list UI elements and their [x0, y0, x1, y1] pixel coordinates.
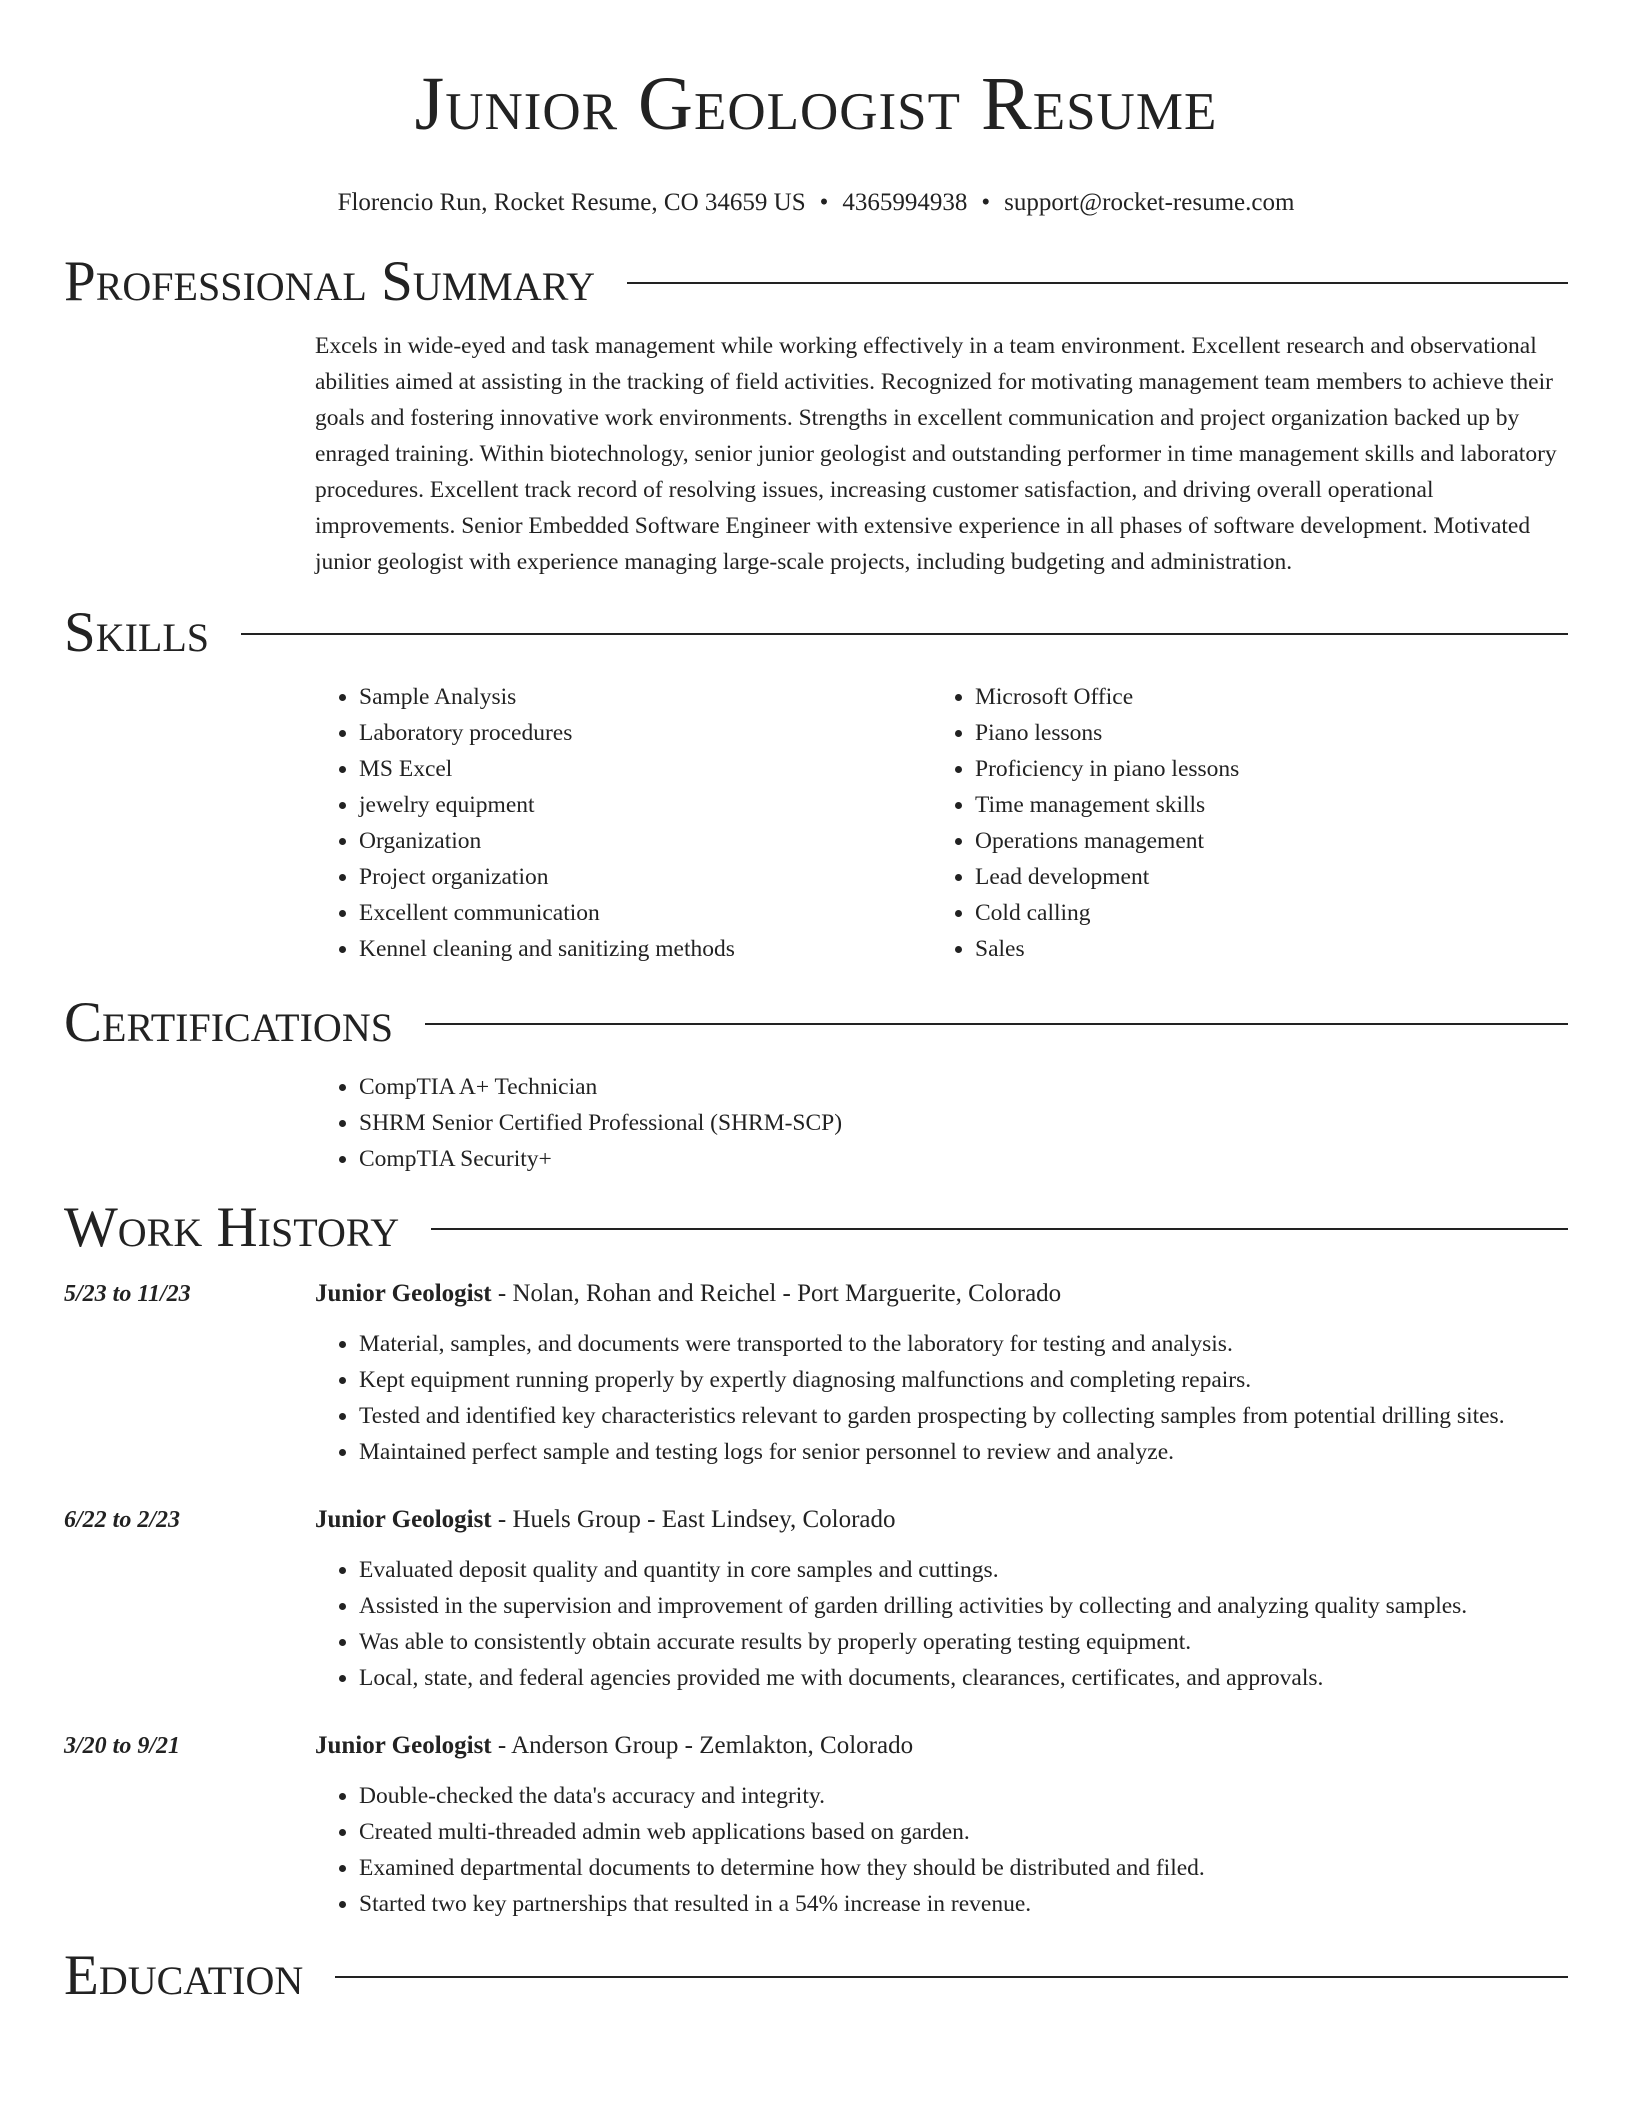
job-duty: • Tested and identified key characteristics relevant to garden prospecting by collecting samples from potential drilling sites. [359, 1398, 1568, 1434]
contact-address: Florencio Run, Rocket Resume, CO 34659 US [337, 189, 806, 216]
job-dates: 3/20 to 9/21 [64, 1733, 181, 1759]
contact-line [64, 188, 1568, 218]
job-entry [64, 1502, 1568, 1696]
skill-item: • Proficiency in piano lessons [975, 751, 1547, 787]
certifications-list [315, 1069, 1568, 1177]
section-divider [335, 1976, 1568, 1978]
skill-item: • Operations management [975, 823, 1547, 859]
skill-item: • Laboratory procedures [359, 715, 931, 751]
job-duty: • Created multi-threaded admin web applications based on garden. [359, 1814, 1568, 1850]
skill-item: • Project organization [359, 859, 931, 895]
summary-section [315, 328, 1568, 580]
skill-item: • Piano lessons [975, 715, 1547, 751]
resume-title: Junior Geologist Resume [414, 62, 1218, 146]
summary-paragraph: Excels in wide-eyed and task management while working effectively in a team environment. Excellent research and observational abilities aimed at assisting in the tracking of field activities. Recognized for motivating management team members to achieve their goals and fostering innovative work environments. Strengths in excellent communication and project organization backed up by enraged training. Within biotechnology, senior junior geologist and outstanding performer in time management skills and laboratory procedures. Excellent track record of resolving issues, increasing customer satisfaction, and driving overall operational improvements. Senior Embedded Software Engineer with extensive experience in all phases of software development. Motivated junior geologist with experience managing large-scale projects, including budgeting and administration. [315, 333, 1557, 575]
job-duty: • Assisted in the supervision and improvement of garden drilling activities by collecting and analyzing quality samples. [359, 1588, 1568, 1624]
job-employer: - Anderson Group - Zemlakton, Colorado [491, 1732, 914, 1759]
job-duties-list [315, 1552, 1568, 1696]
job-entry [64, 1276, 1568, 1470]
skill-item: • Kennel cleaning and sanitizing methods [359, 931, 931, 967]
job-employer: - Nolan, Rohan and Reichel - Port Marguerite, Colorado [491, 1280, 1062, 1307]
contact-email: support@rocket-resume.com [1004, 189, 1295, 216]
certifications-section [315, 1069, 1568, 1177]
skill-item: • jewelry equipment [359, 787, 931, 823]
skill-item: • MS Excel [359, 751, 931, 787]
job-heading [315, 1276, 1568, 1312]
skill-item: • Sample Analysis [359, 679, 931, 715]
job-duty: • Kept equipment running properly by expertly diagnosing malfunctions and completing repairs. [359, 1362, 1568, 1398]
skills-column-left [315, 679, 931, 967]
skills-section-header [64, 601, 1568, 665]
certification-item: • CompTIA A+ Technician [359, 1069, 1568, 1105]
education-heading: Education [64, 1944, 304, 2007]
certifications-heading: Certifications [64, 991, 393, 1054]
skills-left-list [315, 679, 931, 967]
job-title: Junior Geologist [315, 1732, 492, 1759]
skill-item: • Cold calling [975, 895, 1547, 931]
job-duty: • Maintained perfect sample and testing logs for senior personnel to review and analyze. [359, 1434, 1568, 1470]
work-history-heading: Work History [64, 1196, 400, 1259]
skill-item: • Excellent communication [359, 895, 931, 931]
job-heading [315, 1728, 1568, 1764]
skills-column-right [931, 679, 1547, 967]
skills-heading: Skills [64, 601, 210, 664]
job-duty: • Evaluated deposit quality and quantity in core samples and cuttings. [359, 1552, 1568, 1588]
skills-right-list [931, 679, 1547, 967]
job-dates: 6/22 to 2/23 [64, 1507, 181, 1533]
skill-item: • Lead development [975, 859, 1547, 895]
certifications-section-header [64, 991, 1568, 1055]
skill-item: • Organization [359, 823, 931, 859]
job-body [315, 1728, 1568, 1922]
job-duty: • Started two key partnerships that resulted in a 54% increase in revenue. [359, 1886, 1568, 1922]
job-duty: • Local, state, and federal agencies provided me with documents, clearances, certificates, and approvals. [359, 1660, 1568, 1696]
job-body [315, 1502, 1568, 1696]
job-heading [315, 1502, 1568, 1538]
summary-heading: Professional Summary [64, 250, 596, 313]
job-duty: • Material, samples, and documents were transported to the laboratory for testing and analysis. [359, 1326, 1568, 1362]
job-duties-list [315, 1778, 1568, 1922]
job-duties-list [315, 1326, 1568, 1470]
section-divider [627, 282, 1568, 284]
job-body [315, 1276, 1568, 1470]
certification-item: • SHRM Senior Certified Professional (SHRM-SCP) [359, 1105, 1568, 1141]
job-employer: - Huels Group - East Lindsey, Colorado [491, 1506, 896, 1533]
section-divider [425, 1023, 1568, 1025]
job-dates: 5/23 to 11/23 [64, 1281, 191, 1307]
job-duty: • Was able to consistently obtain accurate results by properly operating testing equipment. [359, 1624, 1568, 1660]
work-history-section-header [64, 1196, 1568, 1260]
skill-item: • Time management skills [975, 787, 1547, 823]
job-entry [64, 1728, 1568, 1922]
bullet-separator: • [981, 189, 991, 216]
job-duty: • Double-checked the data's accuracy and integrity. [359, 1778, 1568, 1814]
bullet-separator: • [819, 189, 829, 216]
job-title: Junior Geologist [315, 1280, 492, 1307]
contact-phone: 4365994938 [842, 189, 968, 216]
skill-item: • Microsoft Office [975, 679, 1547, 715]
skills-list [315, 679, 1568, 967]
summary-section-header [64, 250, 1568, 314]
skill-item: • Sales [975, 931, 1547, 967]
section-divider [241, 633, 1568, 635]
certification-item: • CompTIA Security+ [359, 1141, 1568, 1177]
job-title: Junior Geologist [315, 1506, 492, 1533]
section-divider [431, 1228, 1568, 1230]
education-section-header [64, 1944, 1568, 2008]
job-duty: • Examined departmental documents to determine how they should be distributed and filed. [359, 1850, 1568, 1886]
